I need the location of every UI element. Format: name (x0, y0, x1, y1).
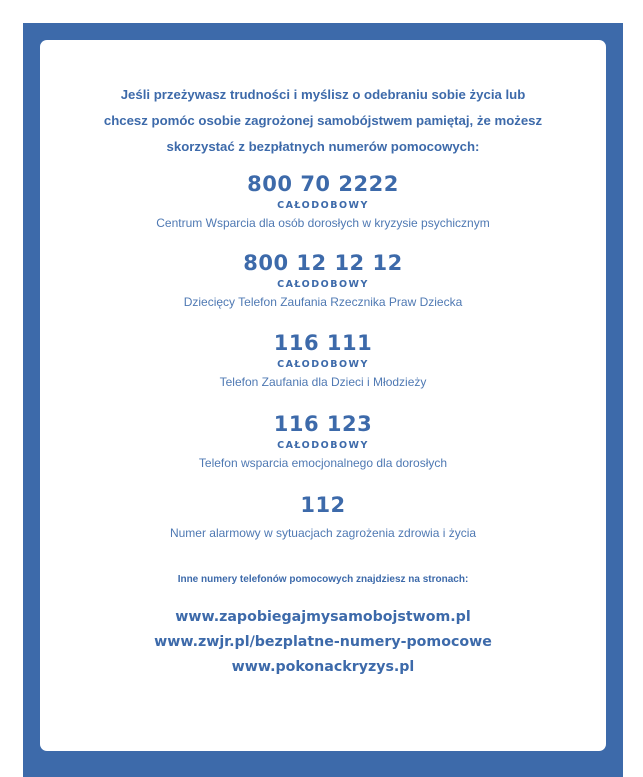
website-link[interactable]: www.zwjr.pl/bezplatne-numery-pomocowe (154, 634, 492, 650)
website-link[interactable]: www.pokonackryzys.pl (231, 659, 415, 675)
helpline-entry (40, 493, 606, 541)
info-card (40, 40, 606, 751)
helpline-entry (40, 331, 606, 390)
helpline-number[interactable]: 800 70 2222 (247, 172, 399, 196)
availability-badge: CAŁODOBOWY (277, 359, 369, 370)
helpline-list (40, 172, 606, 541)
helpline-entry (40, 251, 606, 310)
blue-frame (23, 23, 623, 777)
helpline-description: Telefon wsparcia emocjonalnego dla dorosłych (198, 456, 448, 470)
intro-text (90, 82, 556, 160)
intro-line: skorzystać z bezpłatnych numerów pomocowych: (166, 139, 480, 154)
helpline-description: Dziecięcy Telefon Zaufania Rzecznika Praw Dziecka (183, 295, 463, 309)
helpline-description: Centrum Wsparcia dla osób dorosłych w kryzysie psychicznym (156, 216, 490, 230)
helpline-number[interactable]: 800 12 12 12 (243, 251, 403, 275)
more-numbers-text: Inne numery telefonów pomocowych znajdziesz na stronach: (177, 574, 469, 585)
helpline-description: Numer alarmowy w sytuacjach zagrożenia zdrowia i życia (169, 526, 477, 540)
helpline-entry (40, 172, 606, 231)
intro-line: chcesz pomóc osobie zagrożonej samobójstwem pamiętaj, że możesz (103, 113, 543, 128)
availability-badge: CAŁODOBOWY (277, 279, 369, 290)
availability-badge: CAŁODOBOWY (277, 440, 369, 451)
website-links (40, 605, 606, 680)
helpline-number[interactable]: 116 123 (273, 412, 373, 436)
availability-badge: CAŁODOBOWY (277, 200, 369, 211)
website-link[interactable]: www.zapobiegajmysamobojstwom.pl (175, 609, 471, 625)
helpline-entry (40, 412, 606, 471)
helpline-description: Telefon Zaufania dla Dzieci i Młodzieży (219, 375, 427, 389)
helpline-number[interactable]: 112 (300, 493, 346, 517)
intro-line: Jeśli przeżywasz trudności i myślisz o odebraniu sobie życia lub (120, 87, 526, 102)
helpline-number[interactable]: 116 111 (273, 331, 373, 355)
